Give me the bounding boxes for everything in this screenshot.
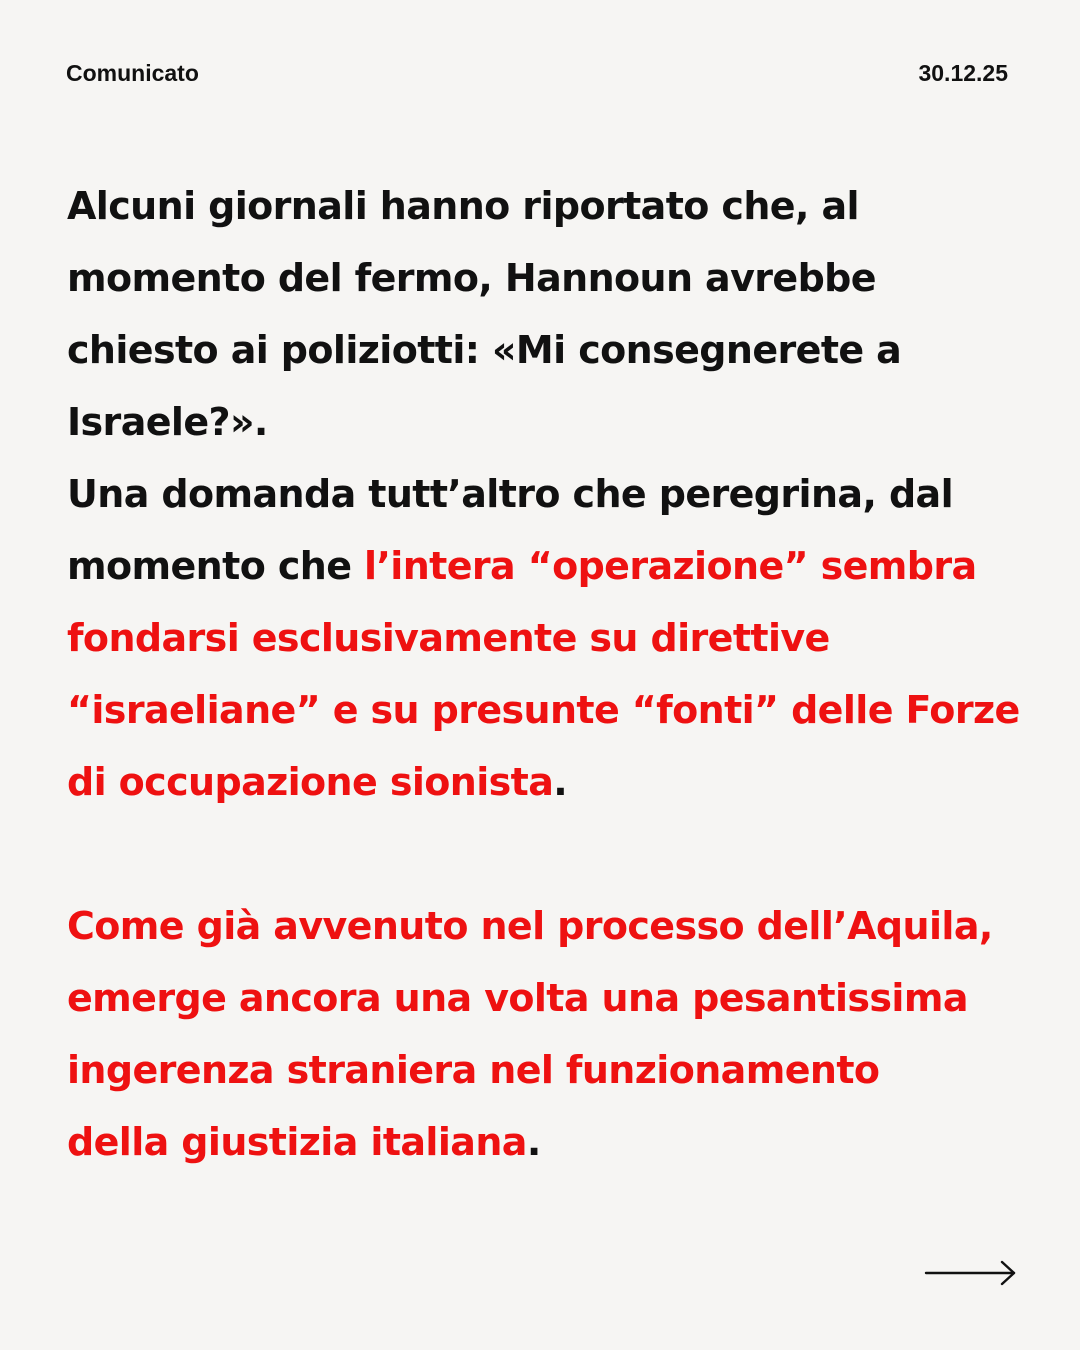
paragraph-2	[67, 890, 1057, 1178]
arrow-right-icon[interactable]	[924, 1258, 1018, 1288]
highlight-text: l’intera “operazione” sembra	[364, 544, 977, 588]
highlight-text: “israeliane” e su presunte “fonti” delle Forze	[67, 688, 1020, 732]
paragraph-1-line-6-plain: momento che	[67, 544, 365, 588]
paragraph-2-line-4	[67, 1106, 1057, 1178]
highlight-text: Come già avvenuto nel processo dell’Aquila,	[67, 904, 993, 948]
highlight-text: della giustizia italiana	[67, 1120, 527, 1164]
paragraph-1-line-6	[67, 530, 1057, 602]
paragraph-1-line-2: momento del fermo, Hannoun avrebbe	[67, 256, 876, 300]
paragraph-1-line-4: Israele?».	[67, 400, 268, 444]
highlight-text: emerge ancora una volta una pesantissima	[67, 976, 968, 1020]
highlight-text: ingerenza straniera nel funzionamento	[67, 1048, 880, 1092]
paragraph-1-line-5: Una domanda tutt’altro che peregrina, dal	[67, 472, 954, 516]
paragraph-1	[67, 170, 1057, 818]
paragraph-1-line-1: Alcuni giornali hanno riportato che, al	[67, 184, 859, 228]
statement-body	[67, 170, 1057, 1178]
header-label: Comunicato	[66, 60, 199, 86]
highlight-text: fondarsi esclusivamente su direttive	[67, 616, 830, 660]
period: .	[553, 760, 568, 804]
header-date: 30.12.25	[918, 60, 1008, 86]
paragraph-1-line-9	[67, 746, 1057, 818]
highlight-text: di occupazione sionista	[67, 760, 554, 804]
paragraph-gap	[67, 818, 1057, 890]
paragraph-1-line-3: chiesto ai poliziotti: «Mi consegnerete a	[67, 328, 902, 372]
period: .	[526, 1120, 541, 1164]
